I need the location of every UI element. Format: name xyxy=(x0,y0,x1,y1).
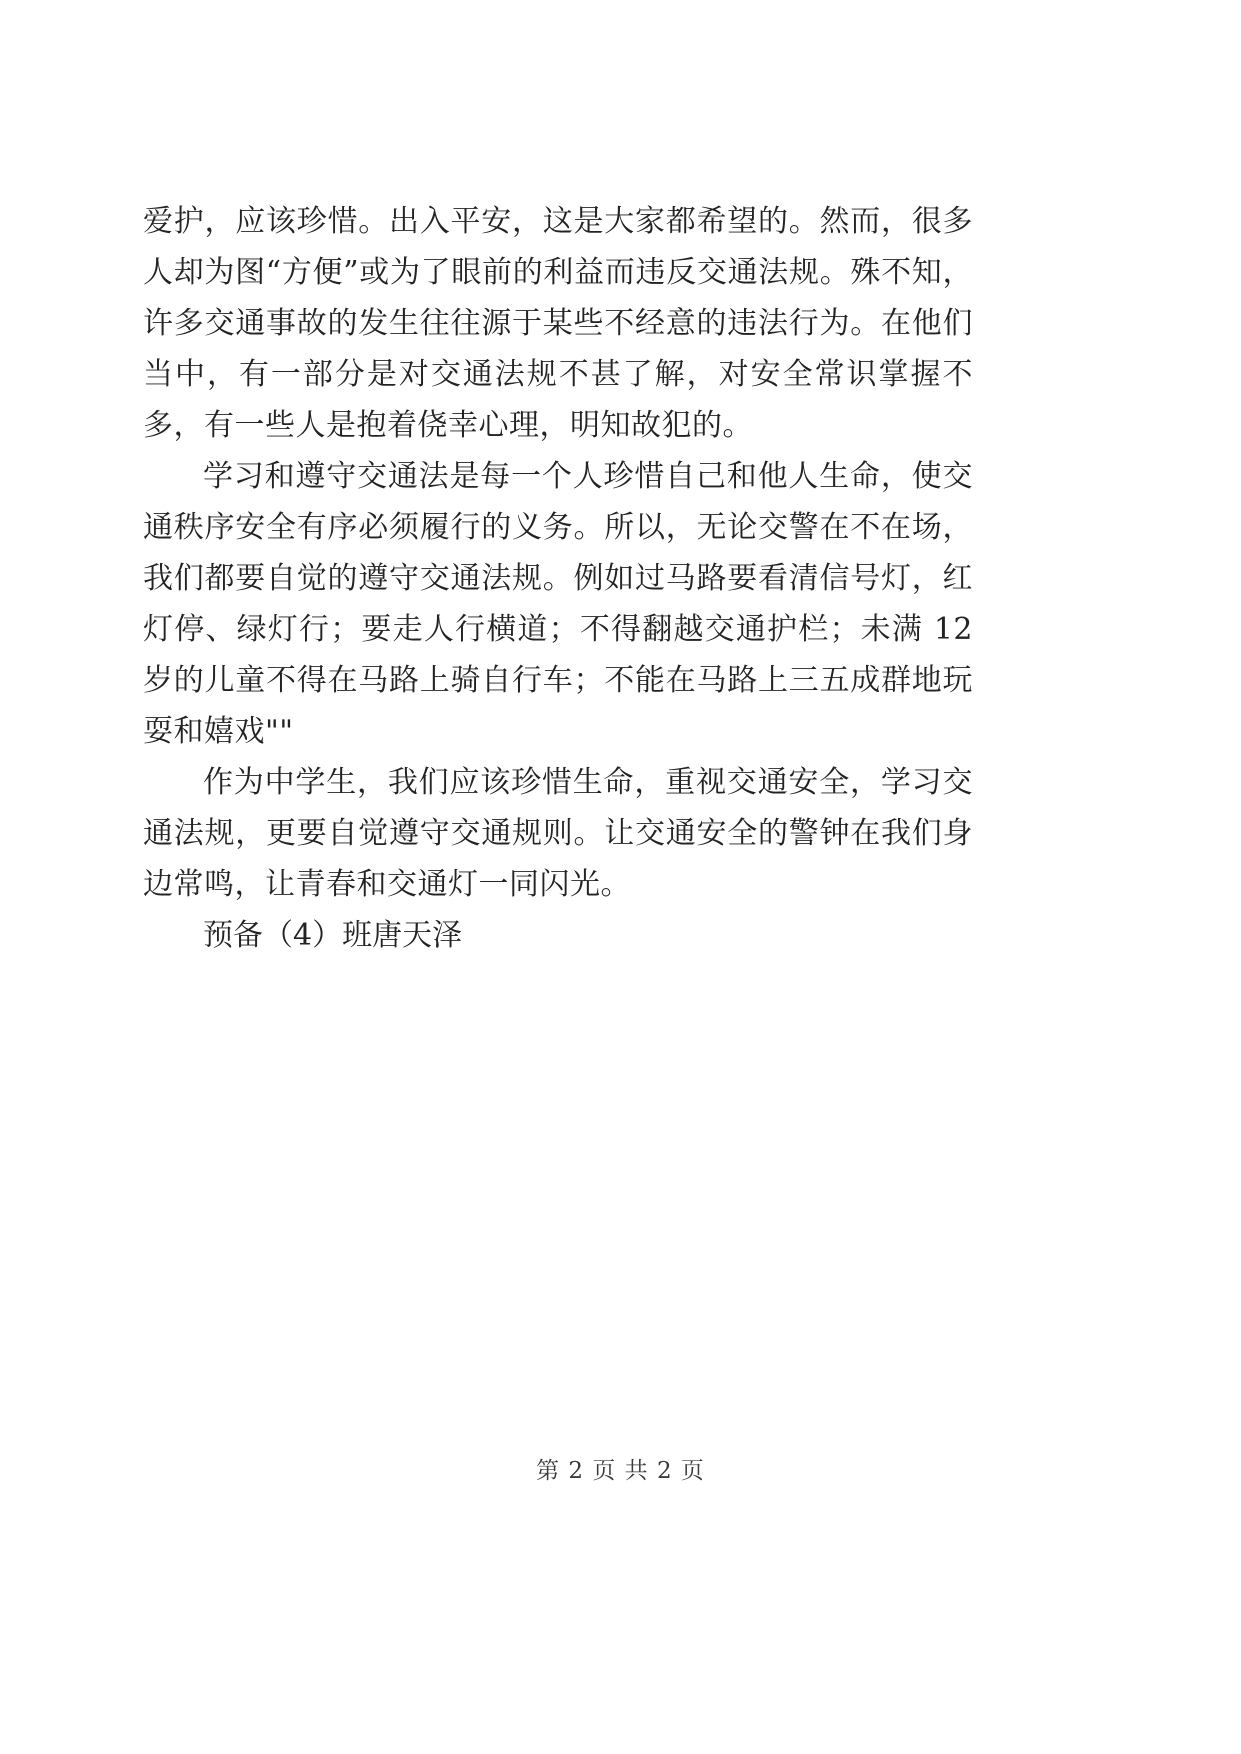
author-signature: 预备（4）班唐天泽 xyxy=(203,918,463,953)
paragraph: 作为中学生，我们应该珍惜生命，重视交通安全，学习交通法规，更要自觉遵守交通规则。让交通安全的警钟在我们身边常鸣，让青春和交通灯一同闪光。 xyxy=(143,765,973,902)
page-footer: 第 2 页 共 2 页 xyxy=(536,1458,705,1484)
paragraph: 爱护，应该珍惜。出入平安，这是大家都希望的。然而，很多人却为图“方便”或为了眼前的利益而违反交通法规。殊不知，许多交通事故的发生往往源于某些不经意的违法行为。在他们当中，有一部分是对交通法规不甚了解，对安全常识掌握不多，有一些人是抱着侥幸心理，明知故犯的。 xyxy=(143,204,973,443)
document-body xyxy=(143,196,973,961)
paragraph: 学习和遵守交通法是每一个人珍惜自己和他人生命，使交通秩序安全有序必须履行的义务。所以，无论交警在不在场，我们都要自觉的遵守交通法规。例如过马路要看清信号灯，红灯停、绿灯行；要走人行横道；不得翻越交通护栏；未满 12 岁的儿童不得在马路上骑自行车；不能在马路上三五成群地玩耍和嬉戏"" xyxy=(143,459,973,749)
